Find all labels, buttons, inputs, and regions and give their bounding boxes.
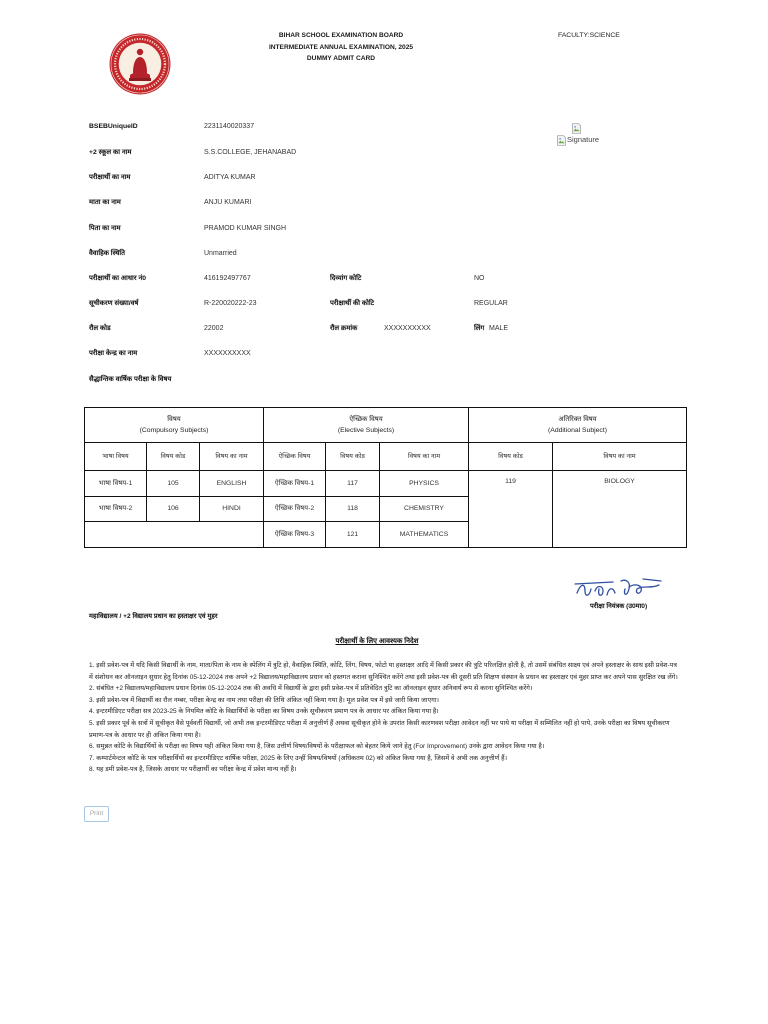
elective-subject-name: MATHEMATICS xyxy=(380,522,469,548)
roll-code-label: रौल कोड xyxy=(89,325,111,332)
elective-group-header xyxy=(264,408,469,443)
roll-number-label: रौल क्रमांक xyxy=(330,325,358,332)
compulsory-group-english: (Compulsory Subjects) xyxy=(139,427,209,434)
column-header: विषय का नाम xyxy=(553,443,687,471)
compulsory-subject-code: 106 xyxy=(147,497,200,522)
student-name-label: परीक्षार्थी का नाम xyxy=(89,174,131,181)
marital-status-label: वैवाहिक स्थिति xyxy=(89,250,126,257)
column-header: भाषा विषय xyxy=(85,443,147,471)
gender-label: लिंग xyxy=(474,325,485,332)
compulsory-subject-type: भाषा विषय-2 xyxy=(85,497,147,522)
elective-subject-code: 117 xyxy=(326,471,380,497)
registration-value: R-220020222-23 xyxy=(204,300,257,307)
category-value: REGULAR xyxy=(474,300,508,307)
elective-group-english: (Elective Subjects) xyxy=(337,427,395,434)
additional-group-hindi: अतिरिक्त विषय xyxy=(558,416,597,423)
column-header-row xyxy=(85,443,687,471)
roll-number-value: XXXXXXXXXX xyxy=(384,325,431,332)
elective-subject-name: PHYSICS xyxy=(380,471,469,497)
column-header: विषय का नाम xyxy=(380,443,469,471)
instruction-item: 4. इन्टरमीडिएट परीक्षा सत्र 2023-25 के नियमित कोटि के विद्यार्थियों के परीक्षा का विषय उनके सूचीकरण प्रमाण पत्र के आधार पर अंकित किया गया है। xyxy=(89,708,439,716)
elective-subject-code: 118 xyxy=(326,497,380,522)
instruction-item: 7. कम्पार्टमेन्टल कोटि के पात्र परीक्षार्थियों का इन्टरमीडिएट वार्षिक परीक्षा, 2025 के लिए उन्हीं विषय/विषयों (अधिकतम 02) को अंकित किया गया है, जिसमें वे अभी तक अनुत्तीर्ण हैं। xyxy=(89,754,508,762)
mother-name-value: ANJU KUMARI xyxy=(204,199,252,206)
column-header: विषय कोड xyxy=(147,443,200,471)
disability-label: दिव्यांग कोटि xyxy=(330,275,362,282)
compulsory-subject-name: ENGLISH xyxy=(200,471,264,497)
exam-name: INTERMEDIATE ANNUAL EXAMINATION, 2025 xyxy=(268,44,414,51)
additional-group-english: (Additional Subject) xyxy=(548,427,607,434)
compulsory-subject-name: HINDI xyxy=(200,497,264,522)
father-name-value: PRAMOD KUMAR SINGH xyxy=(204,225,287,232)
instruction-item: 6. समुन्नत कोटि के विद्यार्थियों के परीक्षा का विषय यही अंकित किया गया है, जिस उत्तीर्ण विषय/विषयों के परीक्षाफल को बेहतर किये जाने हेतु (For Improvement) उनके द्वारा आवेदन किया गया है। xyxy=(89,743,545,751)
gender-value: MALE xyxy=(489,325,509,332)
elective-subject-name: CHEMISTRY xyxy=(380,497,469,522)
father-name-label: पिता का नाम xyxy=(89,225,121,232)
photo-broken-image-icon xyxy=(571,122,582,135)
additional-subject-code: 119 xyxy=(469,471,553,548)
compulsory-subject-type: भाषा विषय-1 xyxy=(85,471,147,497)
elective-group-hindi: ऐच्छिक विषय xyxy=(349,416,383,423)
column-header: ऐच्छिक विषय xyxy=(264,443,326,471)
roll-code-value: 22002 xyxy=(204,325,224,332)
board-name: BIHAR SCHOOL EXAMINATION BOARD xyxy=(278,32,404,39)
unique-id-value: 2231140020337 xyxy=(204,123,255,130)
instruction-item: 8. यह डमी प्रवेश-पत्र है, जिसके आधार पर परीक्षार्थी का परीक्षा केन्द्र में प्रवेश मान्य नहीं है। xyxy=(89,766,297,774)
compulsory-subject-code: 105 xyxy=(147,471,200,497)
additional-subject-name: BIOLOGY xyxy=(553,471,687,548)
school-label: +2 स्कूल का नाम xyxy=(89,149,132,156)
controller-title: परीक्षा नियंत्रक (उ0मा0) xyxy=(590,603,648,610)
centre-label: परीक्षा केन्द्र का नाम xyxy=(89,350,138,357)
subjects-table xyxy=(84,407,687,548)
column-header: विषय कोड xyxy=(326,443,380,471)
elective-subject-type: ऐच्छिक विषय-1 xyxy=(264,471,326,497)
column-header: विषय कोड xyxy=(469,443,553,471)
mother-name-label: माता का नाम xyxy=(89,199,121,206)
elective-subject-code: 121 xyxy=(326,522,380,548)
group-header-row xyxy=(85,408,687,443)
registration-label: सूचीकरण संख्या/वर्ष xyxy=(89,300,139,307)
faculty-label: FACULTY:SCIENCE xyxy=(558,32,620,39)
aadhaar-label: परीक्षार्थी का आधार नं0 xyxy=(89,275,147,282)
instruction-item: 2. संबंधित +2 विद्यालय/महाविद्यालय प्रधान दिनांक 05-12-2024 तक की अवधि में विद्यार्थी के द्वारा इसी प्रवेश-पत्र में प्रतिवेदित त्रुटि का ऑनलाइन सुधार अनिवार्य रूप से करना सुनिश्चित करेंगे। xyxy=(89,685,533,693)
instruction-item: 5. इसी प्रकार पूर्व के सत्रों में सूचीकृत वैसे पूर्ववर्ती विद्यार्थी, जो अभी तक इन्टरमीडिएट परीक्षा में अनुत्तीर्ण हैं अथवा सूचीकृत होने के उपरांत किसी कारणवश परीक्षा आवेदन नहीं भर पाये या परीक्षा में सम्मिलित नहीं हो पाये, उनके परीक्षा का विषय सूचीकरण प्रमाण-पत्र के आधार पर ही अंकित किया गया है। xyxy=(89,719,670,739)
category-label: परीक्षार्थी की कोटि xyxy=(330,300,375,307)
marital-status-value: Unmarried xyxy=(204,250,237,257)
additional-group-header xyxy=(469,408,687,443)
signature-broken-image-icon xyxy=(556,134,567,147)
bseb-logo xyxy=(109,33,171,95)
instruction-item: 3. इसी प्रवेश-पत्र में विद्यार्थी का रौल नम्बर, परीक्षा केन्द्र का नाम तथा परीक्षा की तिथि अंकित नहीं किया गया है। मूल प्रवेश पत्र में इसे जारी किया जाएगा। xyxy=(89,696,439,704)
disability-value: NO xyxy=(474,275,485,282)
compulsory-empty-cell xyxy=(85,522,264,548)
print-button[interactable]: Print xyxy=(84,806,109,822)
student-name-value: ADITYA KUMAR xyxy=(204,174,256,181)
principal-signature-label: महाविद्यालय / +2 विद्यालय प्रधान का हस्ताक्षर एवं मुहर xyxy=(89,613,218,620)
instruction-item: 1. इसी प्रवेश-पत्र में यदि किसी विद्यार्थी के नाम, माता/पिता के नाम के स्पेलिंग में त्रुटि हो, वैवाहिक स्थिति, कोटि, लिंग, विषय, फोटो या हस्ताक्षर आदि में किसी प्रकार की त्रुटि परिलक्षित होती है, तो उसमें संबंधित साक्ष्य एवं अपने हस्ताक्षर के साथ इसी प्रवेश-पत्र में संशोधन कर ऑनलाइन सुधार हेतु दिनांक 05-12-2024 तक अपने +2 विद्यालय/महाविद्यालय प्रधान को हस्तगत कराना सुनिश्चित करेंगे तथा इसी प्रवेश-पत्र की दूसरी प्रति शिक्षण संस्थान के प्रधान का हस्ताक्षर एवं मुहर प्राप्त कर अपने पास सुरक्षित रख लेंगे। xyxy=(89,662,678,681)
signature-alt-text: Signature xyxy=(567,135,600,144)
compulsory-group-hindi: विषय xyxy=(167,416,181,423)
centre-value: XXXXXXXXXX xyxy=(204,350,251,357)
table-row xyxy=(85,471,687,497)
controller-signature-image xyxy=(573,575,663,605)
unique-id-label: BSEBUniqueID xyxy=(89,123,138,130)
column-header: विषय का नाम xyxy=(200,443,264,471)
instructions-list xyxy=(89,660,679,776)
subjects-section-title: सैद्धान्तिक वार्षिक परीक्षा के विषय xyxy=(89,376,172,383)
elective-subject-type: ऐच्छिक विषय-2 xyxy=(264,497,326,522)
compulsory-group-header xyxy=(85,408,264,443)
instructions-title: परीक्षार्थी के लिए आवश्यक निदेश xyxy=(335,638,419,645)
school-value: S.S.COLLEGE, JEHANABAD xyxy=(204,149,297,156)
card-type: DUMMY ADMIT CARD xyxy=(306,55,376,62)
aadhaar-value: 416192497767 xyxy=(204,275,251,282)
elective-subject-type: ऐच्छिक विषय-3 xyxy=(264,522,326,548)
